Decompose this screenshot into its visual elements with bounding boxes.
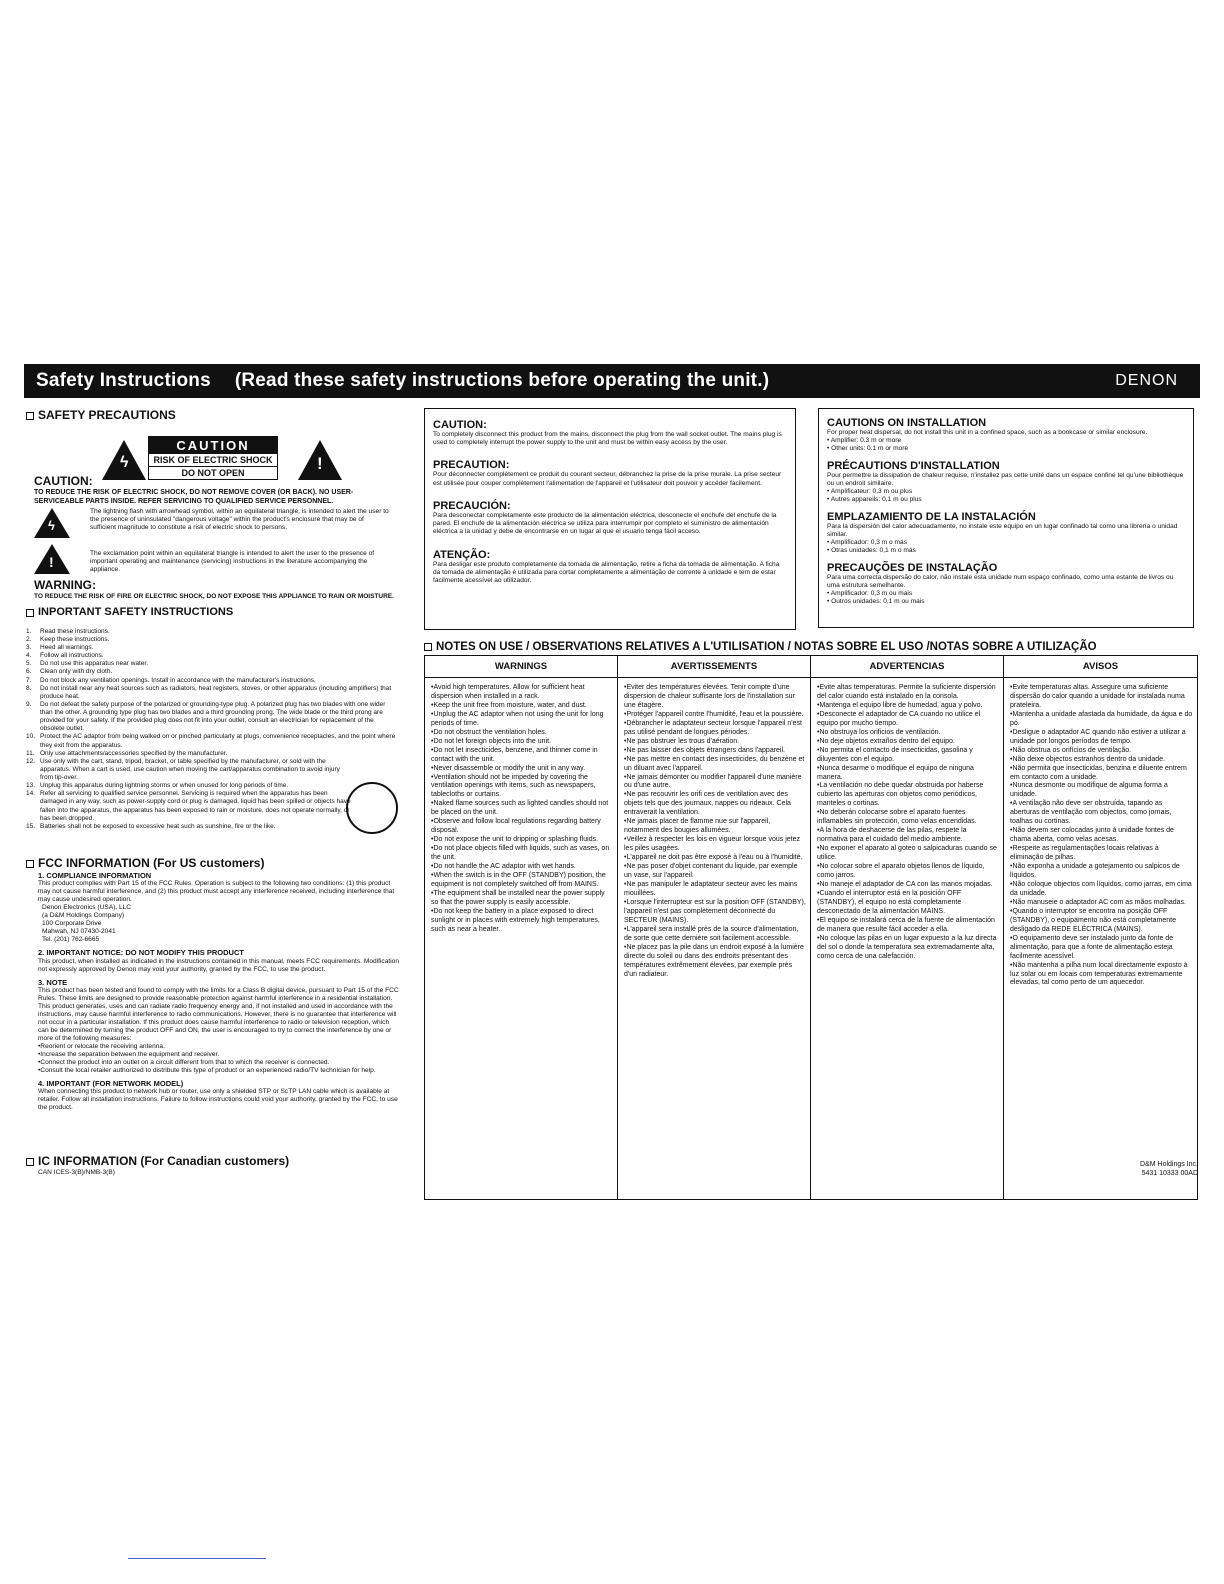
note-item: • Naked flame sources such as lighted candles should not be placed on the unit. <box>431 800 613 818</box>
checkbox-square-icon <box>26 860 34 868</box>
checkbox-square-icon <box>424 643 432 651</box>
instruction-item: 3. Heed all warnings. <box>26 644 94 651</box>
fcc-3-text: This product has been tested and found to comply with the limits for a Class B digital device, pursuant to Part 15 of the FCC Rules. These limits are designed to provide reasonable protection against harmful interference in a residential installation. This product generates, uses and can radiate radio frequency energy and, if not installed and used in accordance with the instructions, may cause harmful interference to radio communications. However, there is no guarantee that interference will not occur in a particular installation. If this product does cause harmful interference to radio or television reception, which can be determined by turning the product OFF and ON, the user is encouraged to try to correct the interference by one or more of the following measures: <box>38 986 399 1042</box>
note-item: • Não deixe objectos estranhos dentro da unidade. <box>1010 756 1193 765</box>
col-header-avertissements: AVERTISSEMENTS <box>618 656 810 678</box>
address-block <box>38 904 400 944</box>
fcc-measure-item: •Connect the product into an outlet on a circuit different from that to which the receiver is connected. <box>38 1059 330 1067</box>
fcc-4-text: When connecting this product to network hub or router, use only a shielded STP or ScTP LAN cable which is available at retailer. Follow all installation instructions. Failure to follow instructions could void your authority, granted by the FCC, to use the product. <box>38 1088 398 1112</box>
footer-code: 5431 10333 00AD <box>1141 1170 1198 1178</box>
install-fr-text: Pour permettre la dissipation de chaleur requise, n'installez pas cette unité dans un espace confiné tel qu'une bibliothèque ou un endroit similaire. <box>827 471 1184 487</box>
fcc-section <box>26 856 400 1112</box>
fcc-measure-item: •Reorient or relocate the receiving antenna. <box>38 1042 165 1050</box>
address-line: Denon Electronics (USA), LLC <box>42 904 132 912</box>
ic-text: CAN ICES-3(B)/NMB-3(B) <box>38 1169 115 1176</box>
install-pt-b1: • Amplificador: 0,3 m ou mais <box>827 590 913 598</box>
note-item: • Ne placez pas la pile dans un endroit exposé à la lumière directe du soleil ou dans des endroits présentant des températures extrêmement élevées, par exemple près d'un radiateur. <box>624 944 806 980</box>
note-item: • Protéger l'appareil contre l'humidité, l'eau et la poussière. <box>624 711 806 720</box>
note-item: • Débrancher le adaptateur secteur lorsque l'appareil n'est pas utilisé pendant de longues périodes. <box>624 720 806 738</box>
install-en-heading: CAUTIONS ON INSTALLATION <box>827 417 987 429</box>
lightning-description: The lightning flash with arrowhead symbol, within an equilateral triangle, is intended to alert the user to the presence of uninsulated "dangerous voltage" within the product's enclosure that may be of sufficient magnitude to constitute a risk of electric shock to persons. <box>90 508 389 532</box>
caution-en-heading: CAUTION: <box>433 419 487 431</box>
address-line: 100 Corporate Drive <box>42 920 102 928</box>
note-item: • Ne jamais démonter ou modifier l'appareil d'une manière ou d'une autre. <box>624 774 806 792</box>
note-item: • O equipamento deve ser instalado junto da fonte de alimentação, para que a fonte de alimentação esteja facilmente acessível. <box>1010 935 1193 962</box>
instruction-item: 2. Keep these instructions. <box>26 635 110 643</box>
col-header-warnings: WARNINGS <box>425 656 617 678</box>
note-item: • Não permita que insecticidas, benzina e diluente entrem em contacto com a unidade. <box>1010 765 1193 783</box>
caution-plate: CAUTION RISK OF ELECTRIC SHOCK DO NOT OPEN <box>148 436 278 480</box>
note-item: • When the switch is in the OFF (STANDBY) position, the equipment is not completely switched off from MAINS. <box>431 872 613 890</box>
note-item: • Mantenha a unidade afastada da humidade, da água e do pó. <box>1010 711 1193 729</box>
note-item: • Não coloque objectos com líquidos, como jarras, em cima da unidade. <box>1010 881 1193 899</box>
precaution-fr-text: Pour déconnecter complètement ce produit du courant secteur, débranchez la prise de la prise murale. La prise secteur est utilisée pour couper complètement l'alimentation de l'appareil et l'utilisateur doit pouvoir y accéder facilement. <box>433 471 782 487</box>
note-item: • Keep the unit free from moisture, water, and dust. <box>431 702 613 711</box>
instructions-list <box>26 628 398 831</box>
lightning-warning-icon: ϟ <box>102 440 146 480</box>
brand-logo: DENON <box>1115 372 1178 389</box>
note-item: • Ne jamais placer de flamme nue sur l'appareil, notamment des bougies allumées. <box>624 818 806 836</box>
note-item: • Avoid high temperatures. Allow for sufficient heat dispersion when installed in a rack. <box>431 684 613 702</box>
fcc-1-title: 1. COMPLIANCE INFORMATION <box>38 871 152 880</box>
fcc-measure-item: •Increase the separation between the equipment and receiver. <box>38 1050 220 1058</box>
note-item: • No maneje el adaptador de CA con las manos mojadas. <box>817 881 999 890</box>
banner-title: Safety Instructions <box>36 370 211 391</box>
note-item: • Ne pas mettre en contact des insecticides, du benzène et un diluant avec l'appareil. <box>624 756 806 774</box>
note-item: • A la hora de deshacerse de las pilas, respete la normativa para el cuidado del medio ambiente. <box>817 827 999 845</box>
important-instructions <box>26 606 398 831</box>
note-item: • Do not obstruct the ventilation holes. <box>431 729 613 738</box>
note-item: • Não obstrua os orifícios de ventilação. <box>1010 747 1193 756</box>
install-fr-b2: • Autres appareils: 0,1 m ou plus <box>827 496 922 504</box>
install-pt-heading: PRECAUÇÕES DE INSTALAÇÃO <box>827 561 998 574</box>
address-line: Tel. (201) 762-6665 <box>42 936 100 944</box>
note-item: • Do not place objects filled with liquids, such as vases, on the unit. <box>431 845 613 863</box>
install-en-b2: • Other units: 0.1 m or more <box>827 445 909 453</box>
fcc-measure-item: •Consult the local retailer authorized to distribute this type of product or an experienced radio/TV technician for help. <box>38 1067 376 1075</box>
exclamation-warning-icon: ! <box>298 440 342 480</box>
note-item: • Não manuseie o adaptador AC com as mãos molhadas. <box>1010 899 1193 908</box>
notes-table <box>424 655 1198 1200</box>
note-item: • Não mantenha a pilha num local directamente exposto à luz solar ou em locais com temperaturas extremamente elevadas, tal como perto de um aquecedor. <box>1010 962 1193 989</box>
note-item: • No permita el contacto de insecticidas, gasolina y diluyentes con el equipo. <box>817 747 999 765</box>
avisos-list <box>1004 678 1197 988</box>
note-item: • No exponer el aparato al goteo o salpicaduras cuando se utilice. <box>817 845 999 863</box>
footer-company: D&M Holdings Inc. <box>1140 1161 1198 1168</box>
fcc-4-title: 4. IMPORTANT (FOR NETWORK MODEL) <box>38 1079 184 1089</box>
footer-info <box>1140 1160 1198 1178</box>
fcc-3-title: 3. NOTE <box>38 977 68 987</box>
caution-title: CAUTION: <box>34 474 93 488</box>
install-en-text: For proper heat dispersal, do not install this unit in a confined space, such as a bookcase or similar enclosure. <box>827 429 1148 436</box>
install-fr-heading: PRÉCAUTIONS D'INSTALLATION <box>827 459 1000 472</box>
note-item: • Mantenga el equipo libre de humedad, agua y polvo. <box>817 702 999 711</box>
installation-cautions-box <box>818 408 1194 628</box>
note-item: • Never disassemble or modify the unit in any way. <box>431 765 613 774</box>
notes-col-advertencias <box>811 656 1004 1199</box>
note-item: • Do not let insecticides, benzene, and thinner come in contact with the unit. <box>431 747 613 765</box>
note-item: • Veillez à respecter les lois en vigueur lorsque vous jetez les piles usagées. <box>624 836 806 854</box>
note-item: • Observe and follow local regulations regarding battery disposal. <box>431 818 613 836</box>
note-item: • Desconecte el adaptador de CA cuando no utilice el equipo por mucho tiempo. <box>817 711 999 729</box>
precaution-fr-heading: PRECAUTION: <box>433 459 510 472</box>
instruction-item: 4. Follow all instructions. <box>26 652 104 660</box>
fcc-1-text: This product complies with Part 15 of the FCC Rules. Operation is subject to the following two conditions: (1) this product may not cause harmful interference, and (2) this product must accept any interference received, including interference that may cause undesired operation. <box>38 880 395 904</box>
note-item: • No obstruya los orificios de ventilación. <box>817 729 999 738</box>
safety-precautions-heading: SAFETY PRECAUTIONS <box>26 408 402 423</box>
note-item: • Unplug the AC adaptor when not using the unit for long periods of time. <box>431 711 613 729</box>
caution-section <box>34 474 394 507</box>
notes-col-warnings <box>425 656 618 1199</box>
note-item: • Desligue o adaptador AC quando não estiver a utilizar a unidade por longos períodos de tempo. <box>1010 729 1193 747</box>
divider-line <box>128 1558 266 1559</box>
checkbox-square-icon <box>26 1158 34 1166</box>
fcc-2-text: This product, when installed as indicated in the instructions contained in this manual, meets FCC requirements. Modification not expressly approved by Denon may void your authority, granted by the FCC, to use the product. <box>38 957 400 973</box>
note-item: • Lorsque l'interrupteur est sur la position OFF (STANDBY), l'appareil n'est pas complètement déconnecté du SECTEUR (MAINS). <box>624 899 806 926</box>
note-item: • La ventilación no debe quedar obstruida por haberse cubierto las aperturas con objetos como periódicos, manteles o cortinas. <box>817 782 999 809</box>
install-fr-b1: • Amplificateur: 0,3 m ou plus <box>827 488 913 496</box>
instruction-item: 12. Use only with the cart, stand, tripod, bracket, or table specified by the manufacturer, or sold with the apparatus. When a cart is used, use caution when moving the cart/apparatus combination to avoid injury from tip-over. <box>26 757 340 781</box>
note-item: • The equipment shall be installed near the power supply so that the power supply is easily accessible. <box>431 890 613 908</box>
note-item: • Ne pas obstruer les trous d'aération. <box>624 738 806 747</box>
note-item: • Do not let foreign objects into the unit. <box>431 738 613 747</box>
fcc-3-bullets <box>38 1043 400 1075</box>
install-es-text: Para la dispersión del calor adecuadamente, no instale este equipo en un lugar confinado tal como una librería o unidad similar. <box>827 522 1178 538</box>
note-item: • Ne pas laisser des objets étrangers dans l'appareil. <box>624 747 806 756</box>
checkbox-square-icon <box>26 412 34 420</box>
instruction-item: 7. Do not block any ventilation openings. Install in accordance with the manufacturer's instructions. <box>26 676 316 684</box>
note-item: • Não exponha a unidade a gotejamento ou salpicos de líquidos. <box>1010 863 1193 881</box>
ic-heading: IC INFORMATION (For Canadian customers) <box>26 1154 400 1169</box>
disconnect-caution-box <box>424 408 796 630</box>
note-item: • Nunca desarme o modifique el equipo de ninguna manera. <box>817 765 999 783</box>
note-item: • Evite temperaturas altas. Assegure uma suficiente dispersão do calor quando a unidade for instalada numa prateleira. <box>1010 684 1193 711</box>
note-item: • Ne pas poser d'objet contenant du liquide, par exemple un vase, sur l'appareil. <box>624 863 806 881</box>
atencao-pt-heading: ATENÇÃO: <box>433 548 491 561</box>
warnings-list <box>425 678 617 935</box>
note-item: • Respeite as regulamentações locais relativas à eliminação de pilhas. <box>1010 845 1193 863</box>
note-item: • L'appareil sera installé près de la source d'alimentation, de sorte que cette dernière soit facilement accessible. <box>624 926 806 944</box>
note-item: • Ne pas recouvrir les orifi ces de ventilation avec des objets tels que des journaux, nappes ou rideaux. Cela entraverait la ventilation. <box>624 791 806 818</box>
warning-section <box>34 578 394 601</box>
note-item: • Não devem ser colocadas junto à unidade fontes de chama aberta, como velas acesas. <box>1010 827 1193 845</box>
note-item: • Evite altas temperaturas. Permite la suficiente dispersión del calor cuando está instalado en la consola. <box>817 684 999 702</box>
precaucion-es-heading: PRECAUCIÓN: <box>433 499 511 512</box>
note-item: • No deberán colocarse sobre el aparato fuentes inflamables sin protección, como velas encendidas. <box>817 809 999 827</box>
instruction-item: 5. Do not use this apparatus near water. <box>26 660 149 668</box>
exclamation-description: The exclamation point within an equilateral triangle is intended to alert the user to the presence of important operating and maintenance (servicing) instructions in the literature accompanying the appliance. <box>90 550 375 574</box>
important-heading: INPORTANT SAFETY INSTRUCTIONS <box>26 606 398 620</box>
instruction-item: 13. Unplug this apparatus during lightning storms or when unused for long periods of time. <box>26 782 289 790</box>
notes-col-avisos <box>1004 656 1197 1199</box>
install-en-b1: • Amplifier: 0.3 m or more <box>827 437 902 445</box>
note-item: • No colocar sobre el aparato objetos llenos de líquido, como jarros. <box>817 863 999 881</box>
note-item: • A ventilação não deve ser obstruída, tapando as aberturas de ventilação com objectos, como jornais, toalhas ou cortinas. <box>1010 800 1193 827</box>
fcc-heading: FCC INFORMATION (For US customers) <box>26 856 400 871</box>
instruction-item: 14. Refer all servicing to qualified service personnel. Servicing is required when the apparatus has been damaged in any way, such as power-supply cord or plug is damaged, liquid has been spilled or objects have fallen into the apparatus, the apparatus has been exposed to rain or moisture, does not operate normally, or has been dropped. <box>26 790 351 822</box>
notes-col-avertissements <box>618 656 811 1199</box>
col-header-advertencias: ADVERTENCIAS <box>811 656 1003 678</box>
instruction-item: 10. Protect the AC adaptor from being walked on or pinched particularly at plugs, convenience receptacles, and the point where they exit from the apparatus. <box>26 733 396 749</box>
address-line: (a D&M Holdings Company) <box>42 912 125 920</box>
note-item: • Cuando el interruptor está en la posición OFF (STANDBY), el equipo no está completamente desconectado de la alimentación MAINS. <box>817 890 999 917</box>
atencao-pt-text: Para desligar este produto completamente da tomada de alimentação, retire a ficha da tomada de alimentação. A ficha da tomada de alimentação é utilizada para cortar completamente a alimentação de corrente à unidade e tem de estar facilmente acessível ao utilizador. <box>433 560 780 585</box>
safety-banner <box>24 364 1200 398</box>
advertencias-list <box>811 678 1003 962</box>
warning-text: TO REDUCE THE RISK OF FIRE OR ELECTRIC SHOCK, DO NOT EXPOSE THIS APPLIANCE TO RAIN OR MOISTURE. <box>34 593 394 600</box>
precaucion-es-text: Para desconectar completamente este producto de la alimentación eléctrica, desconecte el enchufe del enchufe de la pared. El enchufe de la alimentación eléctrica se utiliza para interrumpir por completo el suministro de alimentación eléctrica a la unidad y debe de encontrarse en un lugar al que el usuario tenga fácil acceso. <box>433 511 777 536</box>
note-item: • Do not expose the unit to dripping or splashing fluids. <box>431 836 613 845</box>
install-pt-b2: • Outros unidades: 0,1 m ou mais <box>827 598 925 606</box>
col-header-avisos: AVISOS <box>1004 656 1197 678</box>
note-item: • Do not handle the AC adaptor with wet hands. <box>431 863 613 872</box>
note-item: • Do not keep the battery in a place exposed to direct sunlight or in places with extremely high temperatures, such as near a heater. <box>431 908 613 935</box>
note-item: • Eviter des températures élevées. Tenir compte d'une dispersion de chaleur suffisante lors de l'installation sur une étagère. <box>624 684 806 711</box>
address-line: Mahwah, NJ 07430-2041 <box>42 928 116 936</box>
install-pt-text: Para uma correcta dispersão do calor, não instale esta unidade num espaço confinado, como uma estante de livros ou uma estrutura semelhante. <box>827 573 1174 589</box>
lightning-symbol-icon: ϟ <box>34 508 70 538</box>
instruction-item: 15. Batteries shall not be exposed to excessive heat such as sunshine, fire or the like. <box>26 822 276 830</box>
warning-title: WARNING: <box>34 578 96 592</box>
caution-text: TO REDUCE THE RISK OF ELECTRIC SHOCK, DO NOT REMOVE COVER (OR BACK). NO USER-SERVICEABLE PARTS INSIDE. REFER SERVICING TO QUALIFIED SERVICE PERSONNEL. <box>34 489 354 505</box>
install-es-b2: • Otras unidades: 0,1 m o más <box>827 547 916 555</box>
left-column <box>26 408 402 423</box>
ic-section <box>26 1154 400 1177</box>
caution-en-text: To completely disconnect this product from the mains, disconnect the plug from the wall socket outlet. The mains plug is used to completely interrupt the power supply to the unit and must be within easy access by the user. <box>433 431 782 447</box>
instruction-item: 11. Only use attachments/accessories specified by the manufacturer. <box>26 749 228 757</box>
exclamation-symbol-icon: ! <box>34 544 70 574</box>
note-item: • Ventilation should not be impeded by covering the ventilation openings with items, such as newspapers, tablecloths or curtains. <box>431 774 613 801</box>
install-es-heading: EMPLAZAMIENTO DE LA INSTALACIÓN <box>827 510 1036 523</box>
note-item: • Quando o interruptor se encontra na posição OFF (STANDBY), o equipamento não está completamente desligado da REDE ELÉCTRICA (MAINS). <box>1010 908 1193 935</box>
instruction-item: 8. Do not install near any heat sources such as radiators, heat registers, stoves, or other apparatus (including amplifiers) that produce heat. <box>26 684 392 700</box>
notes-heading: NOTES ON USE / OBSERVATIONS RELATIVES A L'UTILISATION / NOTAS SOBRE EL USO /NOTAS SOBRE A UTILIZAÇÃO <box>424 640 1204 654</box>
instruction-item: 1. Read these instructions. <box>26 627 110 635</box>
banner-subtitle: (Read these safety instructions before operating the unit.) <box>234 370 770 391</box>
instruction-item: 6. Clean only with dry cloth. <box>26 668 113 676</box>
install-es-b1: • Amplificador: 0,3 m o más <box>827 539 907 547</box>
fcc-2-title: 2. IMPORTANT NOTICE: DO NOT MODIFY THIS PRODUCT <box>38 948 244 958</box>
note-item: • Ne pas manipuler le adaptateur secteur avec les mains mouillées. <box>624 881 806 899</box>
note-item: • Nunca desmonte ou modifique de alguma forma a unidade. <box>1010 782 1193 800</box>
note-item: • L'appareil ne doit pas être exposé à l'eau ou à l'humidité. <box>624 854 806 863</box>
note-item: • No deje objetos extraños dentro del equipo. <box>817 738 999 747</box>
cart-warning-icon <box>346 782 398 834</box>
avertissements-list <box>618 678 810 979</box>
note-item: • El equipo se instalará cerca de la fuente de alimentación de manera que resulte fácil acceder a ella. <box>817 917 999 935</box>
instruction-item: 9. Do not defeat the safety purpose of the polarized or grounding-type plug. A polarized plug has two blades with one wider than the other. A grounding type plug has two blades and a third grounding prong. The wide blade or the third prong are provided for your safety. If the provided plug does not fit into your outlet, consult an electrician for replacement of the obsolete outlet. <box>26 700 386 733</box>
note-item: • No coloque las pilas en un lugar expuesto a la luz directa del sol o donde la temperatura sea extremadamente alta, como cerca de una calefacción. <box>817 935 999 962</box>
checkbox-square-icon <box>26 609 34 617</box>
